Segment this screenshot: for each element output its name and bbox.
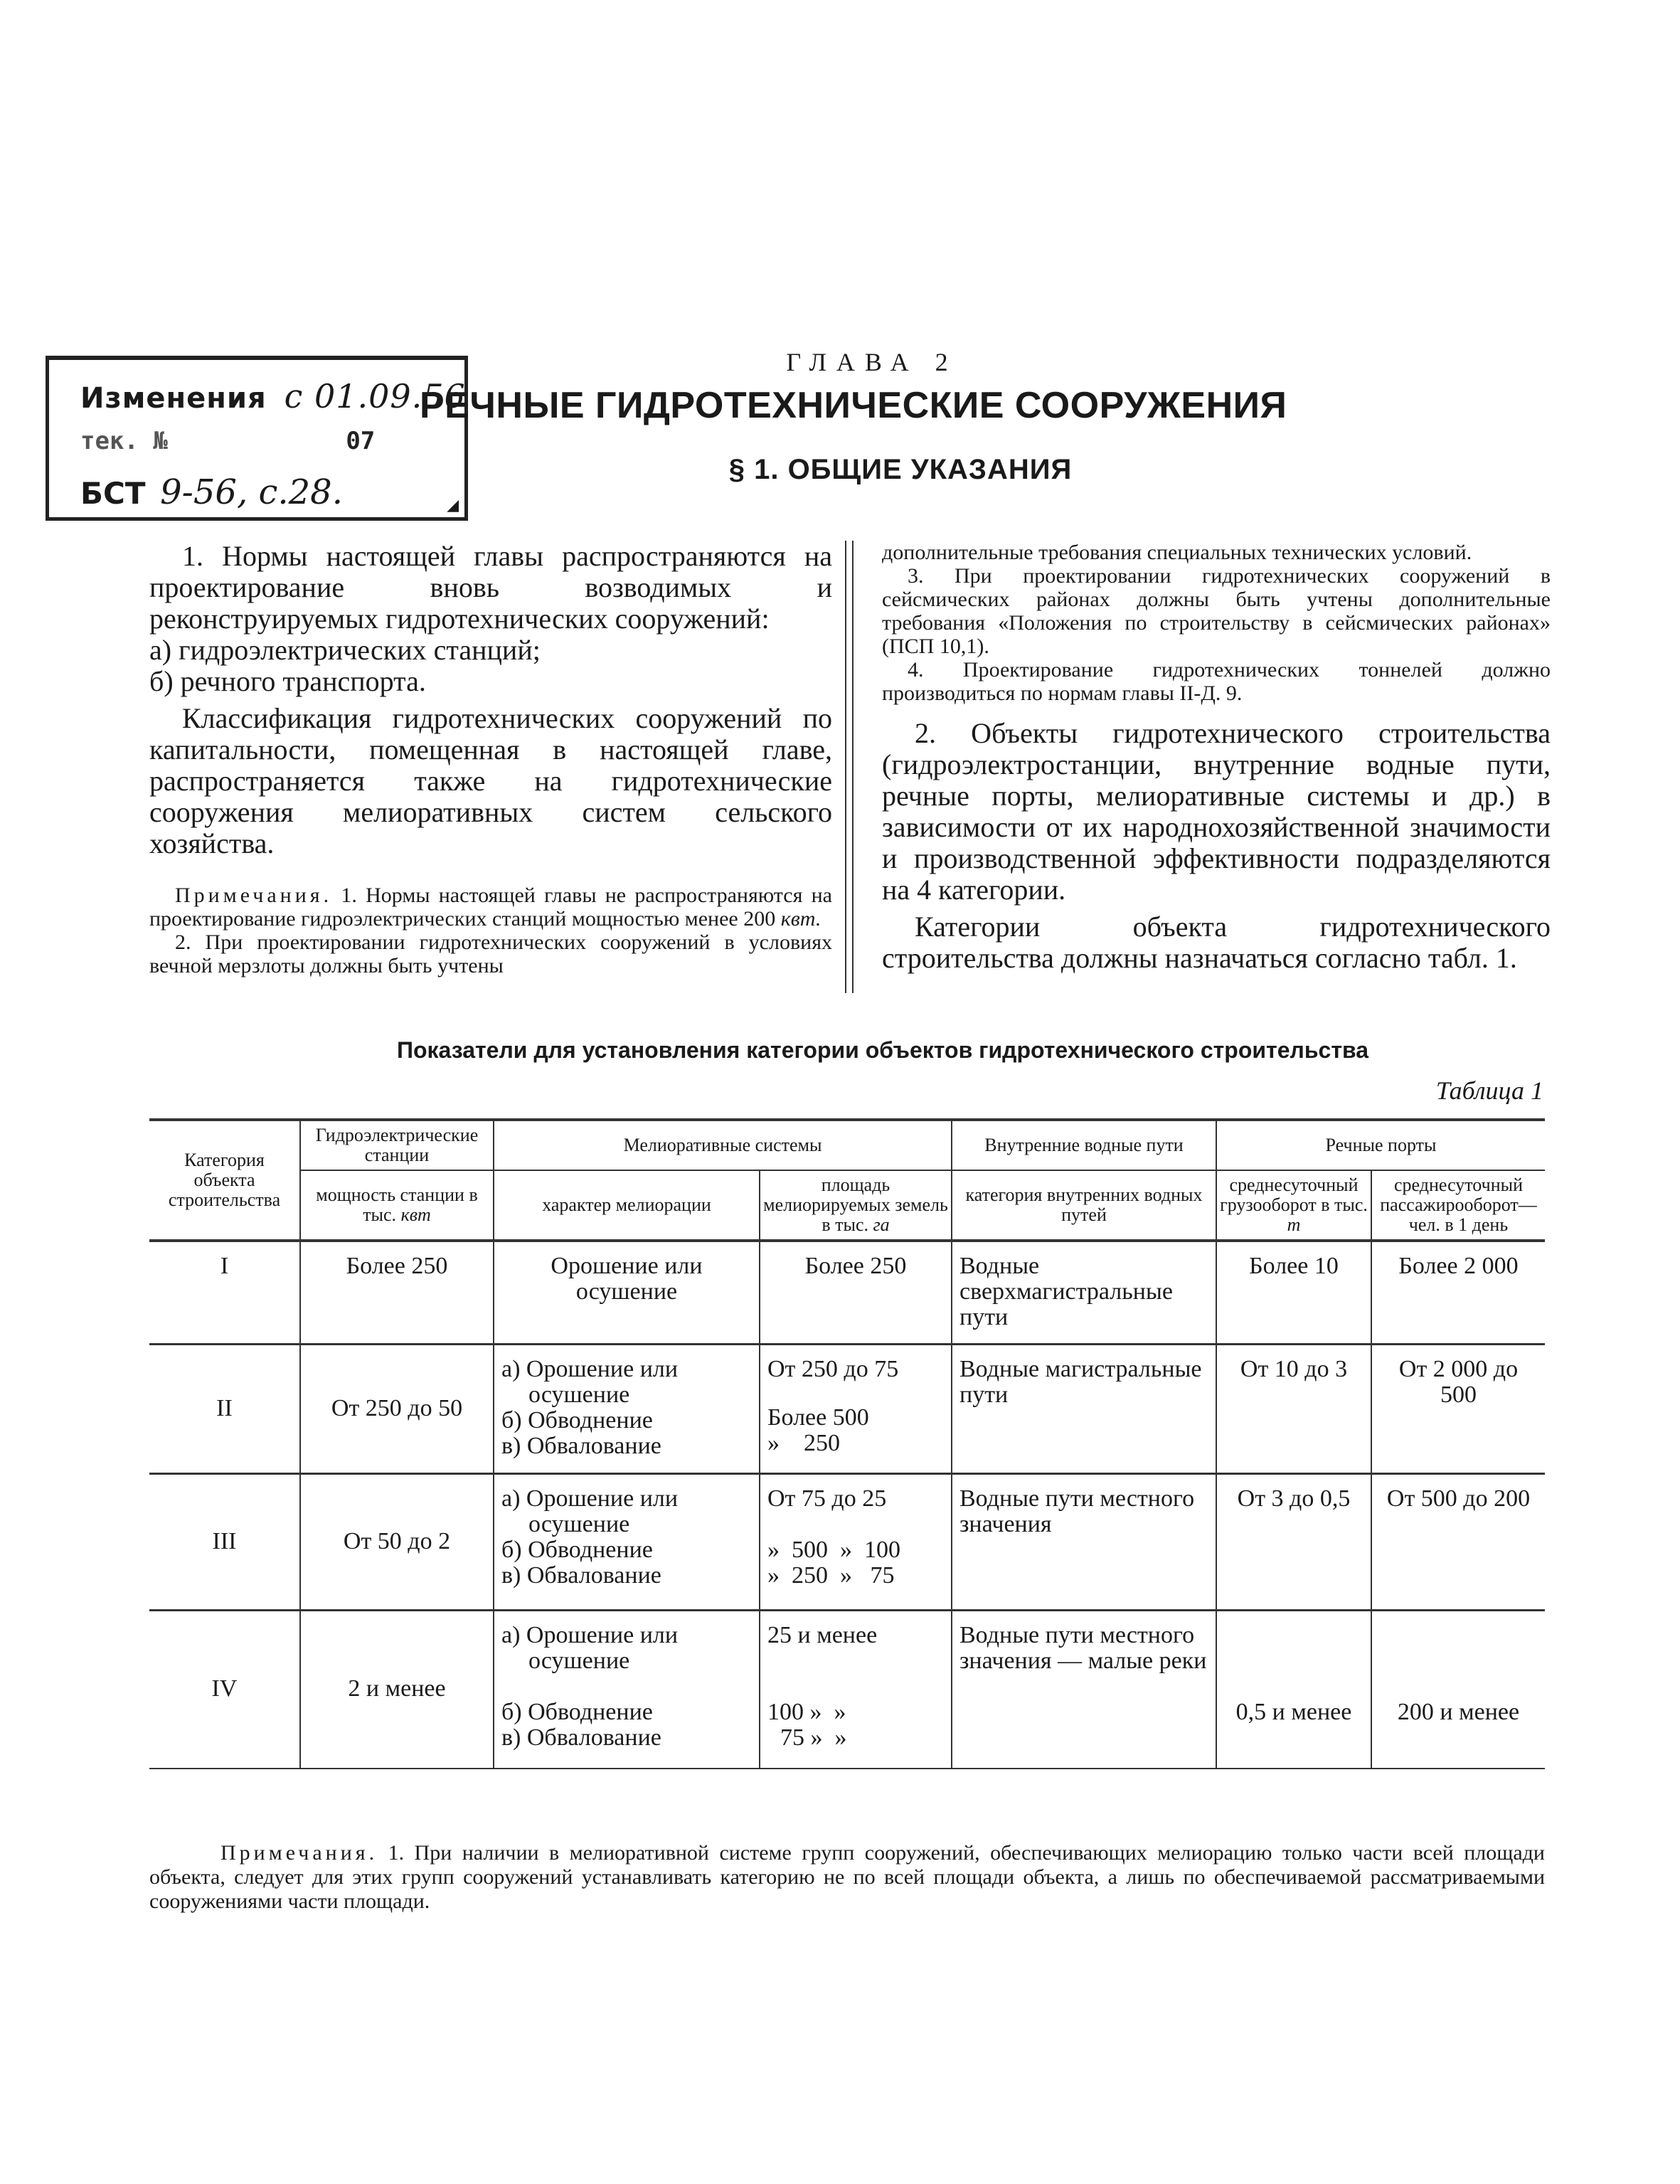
note-2: 2. При проектировании гидротехнических сооружений в условиях вечной мерзлоты должны быть учтены bbox=[149, 931, 832, 977]
cell-line: 100 » » bbox=[767, 1699, 846, 1725]
chapter-heading: ГЛАВА 2 bbox=[786, 348, 958, 376]
cell-melio-char bbox=[494, 1241, 760, 1345]
cell-line: а) Орошение или bbox=[501, 1356, 679, 1382]
cell-line: От 75 до 25 bbox=[767, 1485, 887, 1512]
stamp-line-2 bbox=[80, 427, 375, 455]
cell-melio-area bbox=[760, 1611, 952, 1769]
cell-line: осушение bbox=[528, 1511, 630, 1537]
header-waterways: Внутренние водные пути bbox=[952, 1120, 1216, 1170]
note-2-continued: дополнительные требования специальных технических условий. bbox=[882, 541, 1472, 564]
header-melio-area bbox=[760, 1170, 952, 1241]
note-1-text: 1. Нормы настоящей главы не распространяются на проектирование гидроэлектрических станций мощностью менее 200 bbox=[149, 884, 832, 931]
cell-passengers: От 500 до 200 bbox=[1371, 1474, 1545, 1611]
paragraph-2: 2. Объекты гидротехнического строительства (гидроэлектростанции, внутренние водные пути, речные порты, мелиоративные системы и др.) в зависимости от их народнохозяйственной значимости и производственной эффективности подразделяются на 4 категории. bbox=[882, 717, 1551, 906]
notes-label: Примечания. bbox=[175, 884, 333, 907]
cell-cargo: От 3 до 0,5 bbox=[1216, 1474, 1371, 1611]
cell-line: Более 500 bbox=[767, 1404, 869, 1431]
header-hydro: Гидроэлектрические станции bbox=[300, 1120, 494, 1170]
cell-line: осушение bbox=[528, 1648, 630, 1674]
header-ports-cargo-text: среднесуточный грузооборот в тыс. bbox=[1220, 1175, 1368, 1215]
cell-category: I bbox=[149, 1241, 300, 1345]
footnote-label: Примечания. bbox=[220, 1841, 378, 1865]
cell-waterway: Водные пути местного значения — малые реки bbox=[952, 1611, 1216, 1769]
cell-melio-area bbox=[760, 1474, 952, 1611]
cell-hydro: От 250 до 50 bbox=[300, 1345, 494, 1474]
table-row bbox=[149, 1474, 1545, 1611]
cell-line: 75 » » bbox=[780, 1724, 847, 1751]
cell-melio-char bbox=[494, 1474, 760, 1611]
table-row bbox=[149, 1611, 1545, 1769]
header-category: Категория объекта строительства bbox=[149, 1120, 300, 1241]
table-title: Показатели для установления категории объектов гидротехнического строительства bbox=[396, 1037, 1369, 1063]
paragraph-1: 1. Нормы настоящей главы распространяются на проектирование вновь возводимых и реконструируемых гидротехнических сооружений: bbox=[149, 540, 832, 635]
table-row bbox=[149, 1345, 1545, 1474]
cell-line: Орошение или bbox=[551, 1253, 703, 1279]
header-melio-unit: га bbox=[873, 1214, 890, 1235]
stamp-number: 07 bbox=[346, 427, 376, 455]
cell-category: III bbox=[149, 1474, 300, 1611]
cell-category: IV bbox=[149, 1611, 300, 1769]
note-1 bbox=[149, 884, 832, 931]
table-label: Таблица 1 bbox=[1435, 1076, 1543, 1105]
cell-line: б) Обводнение bbox=[501, 1699, 653, 1725]
paragraph-1-item-a: а) гидроэлектрических станций; bbox=[149, 634, 541, 666]
cell-line: а) Орошение или bbox=[501, 1622, 679, 1648]
cell-melio-area: Более 250 bbox=[760, 1241, 952, 1345]
cell-line: » 250 » 75 bbox=[767, 1562, 895, 1589]
cell-hydro: 2 и менее bbox=[300, 1611, 494, 1769]
cell-waterway: Водные пути местного значения bbox=[952, 1474, 1216, 1611]
table-row bbox=[149, 1241, 1545, 1345]
cell-waterway: Водные магистральные пути bbox=[952, 1345, 1216, 1474]
right-column bbox=[882, 541, 1551, 974]
cell-hydro: Более 250 bbox=[300, 1241, 494, 1345]
cell-waterway: Водные сверхмагистральные пути bbox=[952, 1241, 1216, 1345]
change-stamp bbox=[46, 356, 468, 521]
cell-gap bbox=[767, 1382, 944, 1405]
header-hydro-power bbox=[300, 1170, 494, 1241]
cell-passengers: От 2 000 до 500 bbox=[1371, 1345, 1545, 1474]
cell-melio-char bbox=[494, 1345, 760, 1474]
header-ports-pass: среднесуточный пассажирооборот—чел. в 1 день bbox=[1371, 1170, 1545, 1241]
cell-line: б) Обводнение bbox=[501, 1537, 653, 1563]
note-4: 4. Проектирование гидротехнических тоннелей должно производиться по нормам главы II-Д. 9. bbox=[882, 658, 1551, 705]
column-divider bbox=[845, 541, 854, 993]
cell-line: в) Обвалование bbox=[501, 1562, 661, 1589]
cell-hydro: От 50 до 2 bbox=[300, 1474, 494, 1611]
left-column bbox=[149, 541, 832, 977]
header-ports-unit: т bbox=[1287, 1214, 1301, 1235]
cell-line: в) Обвалование bbox=[501, 1433, 661, 1459]
stamp-handwritten-date: с 01.09.56 bbox=[284, 377, 466, 415]
paragraph-categories: Категории объекта гидротехнического строительства должны назначаться согласно табл. 1. bbox=[882, 911, 1551, 974]
stamp-number-label: тек. № bbox=[80, 427, 168, 455]
cell-passengers: Более 2 000 bbox=[1371, 1241, 1545, 1345]
note-3: 3. При проектировании гидротехнических сооружений в сейсмических районах должны быть учтены дополнительные требования «Положения по строительству в сейсмических районах» (ПСП 10,1). bbox=[882, 564, 1551, 658]
header-waterways-cat: категория внутренних водных путей bbox=[952, 1170, 1216, 1241]
cell-line: осушение bbox=[575, 1278, 678, 1305]
stamp-handwritten-ref: 9-56, с.28. bbox=[160, 472, 343, 512]
note-1-unit: квт. bbox=[780, 907, 822, 931]
stamp-line-1 bbox=[80, 377, 466, 415]
table-footnote bbox=[149, 1841, 1545, 1914]
cell-line: От 250 до 75 bbox=[767, 1356, 899, 1382]
cell-line: 25 и менее bbox=[767, 1622, 878, 1648]
header-hydro-unit: квт bbox=[400, 1204, 431, 1225]
footnote-text: 1. При наличии в мелиоративной системе групп сооружений, обеспечивающих мелиорацию только части всей площади объекта, следует для этих групп сооружений устанавливать категорию не по всей площади объекта, а лишь по обеспечиваемой рассматриваемыми сооружениями части площади. bbox=[149, 1841, 1545, 1913]
paragraph-1-item-b: б) речного транспорта. bbox=[149, 665, 426, 697]
cell-passengers: 200 и менее bbox=[1371, 1611, 1545, 1769]
header-ports-cargo bbox=[1216, 1170, 1371, 1241]
cell-cargo: 0,5 и менее bbox=[1216, 1611, 1371, 1769]
cell-line: осушение bbox=[528, 1382, 630, 1408]
cell-melio-area bbox=[760, 1345, 952, 1474]
cell-line: » 500 » 100 bbox=[767, 1537, 900, 1563]
category-table bbox=[149, 1118, 1545, 1769]
classification-paragraph: Классификация гидротехнических сооружений по капитальности, помещенная в настоящей главе, распространяется также на гидротехнические сооружения мелиоративных систем сельского хозяйства. bbox=[149, 702, 832, 859]
cell-cargo: Более 10 bbox=[1216, 1241, 1371, 1345]
chapter-title: РЕЧНЫЕ ГИДРОТЕХНИЧЕСКИЕ СООРУЖЕНИЯ bbox=[420, 385, 1287, 426]
cell-line: в) Обвалование bbox=[501, 1724, 661, 1751]
header-melio-area-text: площадь мелиорируемых земель в тыс. bbox=[763, 1175, 948, 1235]
header-melio: Мелиоративные системы bbox=[494, 1120, 952, 1170]
stamp-bst-label: БСТ bbox=[80, 476, 146, 511]
header-melio-char: характер мелиорации bbox=[494, 1170, 760, 1241]
header-hydro-power-text: мощность станции в тыс. bbox=[316, 1184, 478, 1225]
header-ports: Речные порты bbox=[1216, 1120, 1545, 1170]
cell-category: II bbox=[149, 1345, 300, 1474]
cell-melio-char bbox=[494, 1611, 760, 1769]
cell-line: а) Орошение или bbox=[501, 1485, 679, 1512]
cell-line: б) Обводнение bbox=[501, 1407, 653, 1433]
cell-line: » 250 bbox=[767, 1430, 840, 1456]
stamp-changes-label: Изменения bbox=[80, 382, 267, 415]
cell-cargo: От 10 до 3 bbox=[1216, 1345, 1371, 1474]
section-title: § 1. ОБЩИЕ УКАЗАНИЯ bbox=[728, 454, 1073, 485]
stamp-corner-mark: ◢ bbox=[447, 496, 459, 514]
